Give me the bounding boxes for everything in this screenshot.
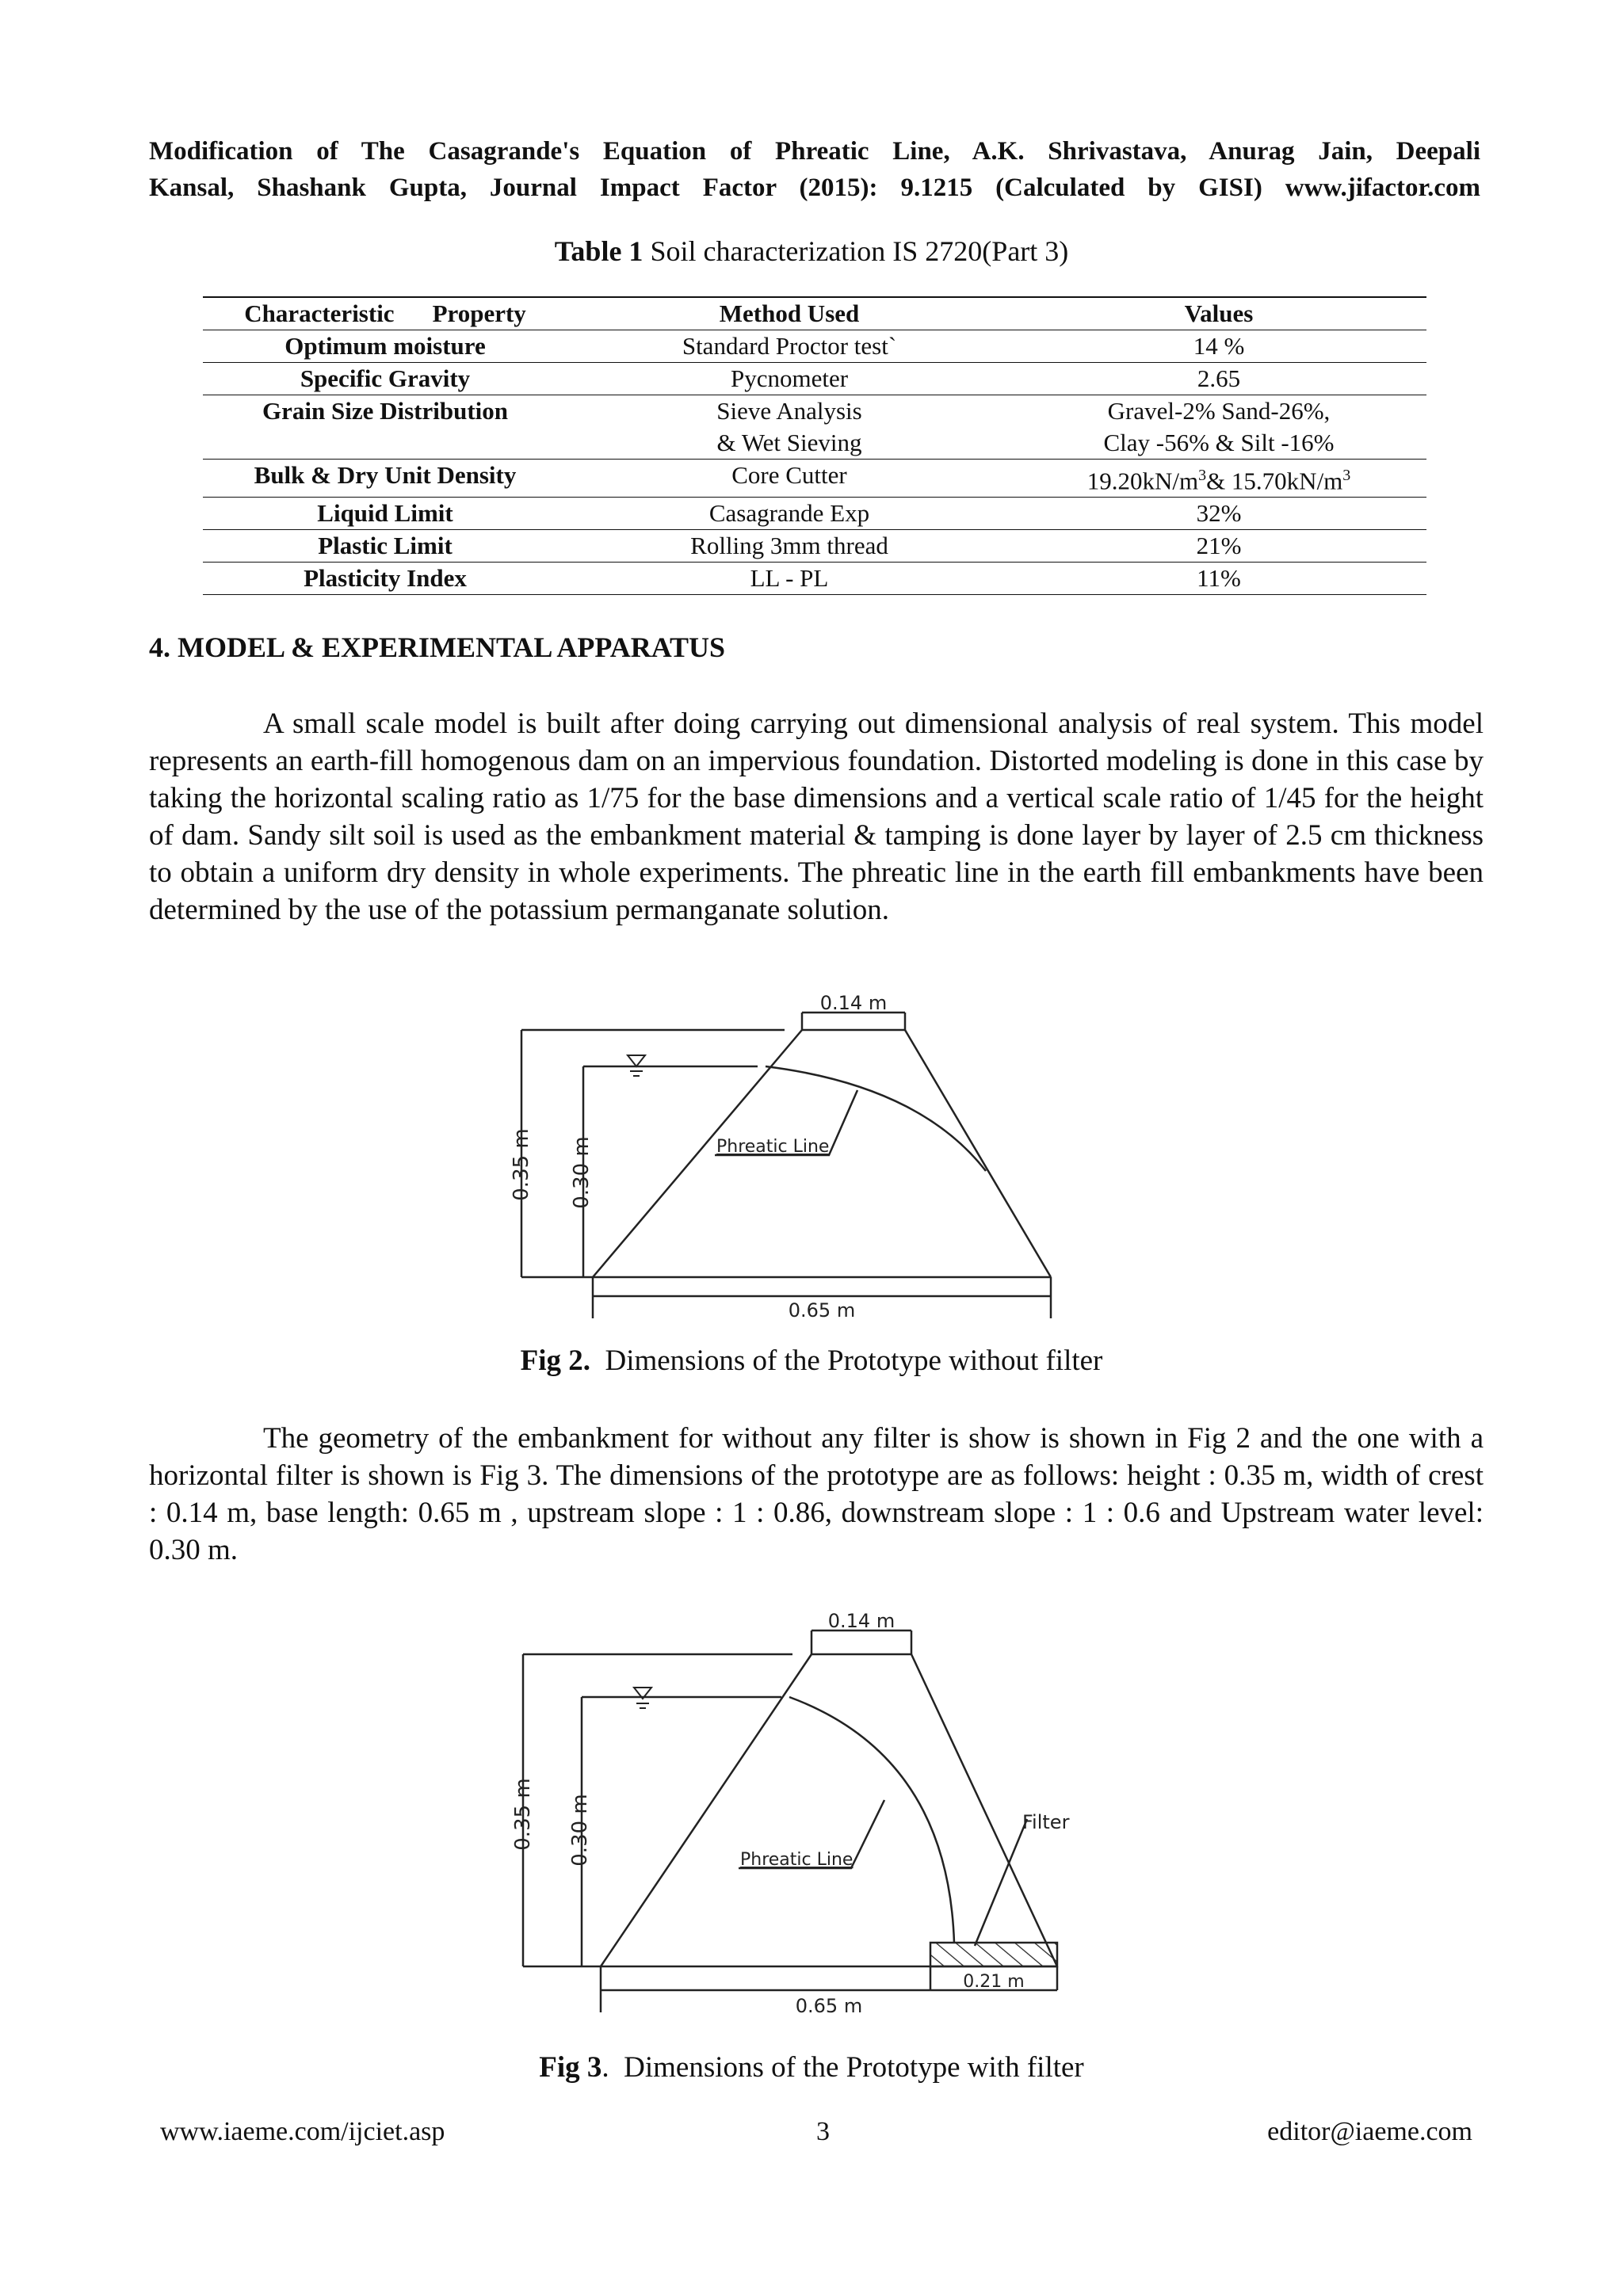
section-heading: 4. MODEL & EXPERIMENTAL APPARATUS bbox=[149, 631, 726, 663]
fig3-filter-length-label: 0.21 m bbox=[963, 1972, 1025, 1992]
fig3-caption-label: Fig 3 bbox=[539, 2051, 602, 2084]
fig2-base-label: 0.65 m bbox=[788, 1299, 856, 1322]
row-method: Rolling 3mm thread bbox=[690, 532, 888, 560]
table-caption-label: Table 1 bbox=[554, 235, 643, 267]
fig3-filter-block bbox=[930, 1943, 1057, 1966]
row-property: Specific Gravity bbox=[300, 364, 471, 392]
table-row bbox=[203, 460, 1426, 498]
fig3-filter-label: Filter bbox=[1022, 1811, 1070, 1833]
fig2-caption bbox=[0, 1344, 1623, 1378]
fig2-caption-label: Fig 2. bbox=[520, 1344, 590, 1377]
row-method: Standard Proctor test` bbox=[682, 332, 897, 360]
row-property: Grain Size Distribution bbox=[262, 397, 508, 425]
fig3-water-label: 0.30 m bbox=[568, 1794, 592, 1867]
fig2-crest-label: 0.14 m bbox=[819, 992, 888, 1014]
row-method: LL - PL bbox=[750, 564, 829, 593]
header-line-2: Kansal, Shashank Gupta, Journal Impact Factor (2015): 9.1215 (Calculated by GISI) www.jifactor.com bbox=[149, 174, 1480, 202]
table-row bbox=[203, 395, 1426, 460]
paragraph-geometry: The geometry of the embankment for without any filter is show is shown in Fig 2 and the one with a horizontal filter is shown is Fig 3. The dimensions of the prototype are as follows: height : 0.35 m, width of crest : 0.14 m, base length: 0.65 m , upstream slope : 1 : 0.86, downstream slope : 1 : 0.6 and Upstream water level: 0.30 m. bbox=[149, 1422, 1484, 1566]
fig3-crest-label: 0.14 m bbox=[827, 1610, 896, 1632]
row-method: Core Cutter bbox=[731, 461, 847, 489]
table-caption bbox=[0, 235, 1623, 268]
header-characteristic-property: Characteristic Property bbox=[244, 299, 526, 327]
row-method: Casagrande Exp bbox=[708, 499, 870, 528]
row-property: Plasticity Index bbox=[304, 564, 467, 593]
header-method-used: Method Used bbox=[719, 299, 860, 327]
table-caption-text: Soil characterization IS 2720(Part 3) bbox=[650, 235, 1069, 267]
fig2-caption-text: Dimensions of the Prototype without filter bbox=[605, 1344, 1103, 1377]
table-row bbox=[203, 363, 1426, 395]
row-method: Pycnometer bbox=[730, 364, 849, 392]
fig3-caption: Fig 3. Dimensions of the Prototype with filter bbox=[539, 2051, 1084, 2084]
row-property: Bulk & Dry Unit Density bbox=[254, 461, 517, 489]
table-header-row bbox=[203, 297, 1426, 330]
fig2-phreatic-label: Phreatic Line bbox=[716, 1137, 830, 1157]
row-value: $19.20kN/m^3\&$ $15.70kN/m^3$ bbox=[1086, 467, 1351, 495]
row-property: Plastic Limit bbox=[318, 532, 453, 560]
table-row bbox=[203, 498, 1426, 530]
row-value: 14 % bbox=[1193, 332, 1245, 360]
fig3-phreatic-label: Phreatic Line bbox=[740, 1850, 854, 1870]
footer-email-link[interactable]: editor@iaeme.com bbox=[1267, 2117, 1472, 2146]
row-property: Optimum moisture bbox=[285, 332, 486, 360]
footer-page-number: 3 bbox=[816, 2117, 830, 2146]
row-value: 32% bbox=[1196, 499, 1242, 528]
row-value: 21% bbox=[1196, 532, 1242, 560]
row-value: 2.65 bbox=[1197, 364, 1241, 392]
table-row bbox=[203, 530, 1426, 563]
row-method: Sieve Analysis & Wet Sieving bbox=[716, 397, 862, 456]
footer-website-link[interactable]: www.iaeme.com/ijciet.asp bbox=[160, 2117, 445, 2146]
row-value: Gravel-2% Sand-26%, Clay -56% & Silt -16% bbox=[1103, 397, 1335, 456]
fig3-caption-text: Dimensions of the Prototype with filter bbox=[624, 2051, 1084, 2084]
running-header bbox=[149, 133, 1480, 206]
row-property: Liquid Limit bbox=[317, 499, 453, 528]
row-value: 11% bbox=[1197, 564, 1241, 593]
fig2-water-label: 0.30 m bbox=[570, 1136, 594, 1209]
fig3-base-label: 0.65 m bbox=[795, 1995, 863, 2017]
fig3-height-label: 0.35 m bbox=[511, 1778, 535, 1851]
header-line-1: Modification of The Casagrande's Equation of Phreatic Line, A.K. Shrivastava, Anurag Jain, Deepali bbox=[149, 137, 1480, 166]
header-values: Values bbox=[1184, 299, 1254, 327]
table-row bbox=[203, 563, 1426, 595]
soil-characterization-table bbox=[203, 296, 1426, 595]
fig2-height-label: 0.35 m bbox=[510, 1128, 533, 1201]
table-row bbox=[203, 330, 1426, 363]
paragraph-model-description: A small scale model is built after doing carrying out dimensional analysis of real system. This model represents an earth-fill homogenous dam on an impervious foundation. Distorted modeling is done in this case by taking the horizontal scaling ratio as 1/75 for the base dimensions and a vertical scale ratio of 1/45 for the height of dam. Sandy silt soil is used as the embankment material & tamping is done layer by layer of 2.5 cm thickness to obtain a uniform dry density in whole experiments. The phreatic line in the earth fill embankments have been determined by the use of the potassium permanganate solution. bbox=[149, 707, 1484, 926]
